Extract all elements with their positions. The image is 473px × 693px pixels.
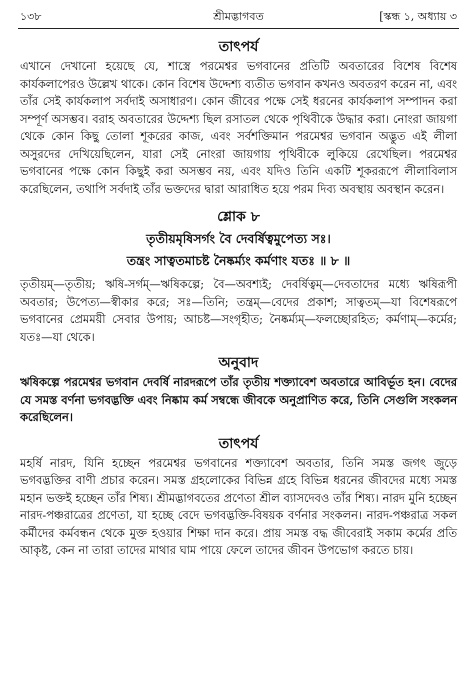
purport-heading: তাৎপর্য [218,39,259,55]
page-number: ১৩৮ [20,10,42,23]
verse-line-2: তন্ত্রং সাত্বতমাচষ্ট নৈষ্কর্ম্যং কর্মণাং যতঃ ॥ ৮ ॥ [126,253,351,268]
purport-text-2: মহর্ষি নারদ, যিনি হচ্ছেন পরমেশ্বর ভগবানের শক্ত্যাবেশ অবতার, তিনি সমস্ত জগৎ জুড়ে ভগবদ্ভক্তির বাণী প্রচার করেন। সমস্ত গ্রহলোকের বিভিন্ন গ্রহে বিভিন্ন ধরনের জীবদের মধ্যে সমস্ত মহান ভক্তই হচ্ছেন তাঁর শিষ্য। শ্রীমদ্ভাগবতের প্রণেতা শ্রীল ব্যাসদেবও তাঁর শিষ্য। নারদ মুনি হচ্ছেন নারদ-পঞ্চরাত্রের প্রণেতা, যা হচ্ছে বেদে ভগবদ্ভক্তি-বিষয়ক বর্ণনার সংকলন। নারদ-পঞ্চরাত্র সকল কর্মীদের কর্মবন্ধন থেকে মুক্ত হওয়ার শিক্ষা দান করে। প্রায় সমস্ত বদ্ধ জীবেরাই সকাম কর্মের প্রতি আকৃষ্ট, কেন না তারা তাদের মাথার ঘাম পায়ে ফেলে তাদের জীবন উপভোগ করতে চায়। [20,455,457,557]
verse-heading: শ্লোক ৮ [217,209,260,225]
verse-line-1: তৃতীয়মৃষিসর্গং বৈ দেবর্ষিত্বমুপেত্য সঃ। [146,231,331,246]
purport-heading-2: তাৎপর্য [218,435,259,452]
page-header [20,8,457,26]
translation-heading: অনুবাদ [218,355,259,371]
word-for-word-synonyms: তৃতীয়ম্—তৃতীয়; ঋষি-সর্গম্—ঋষিকল্পে; বৈ—অবশ্যই; দেবর্ষিত্বম্—দেবতাদের মধ্যে ঋষিরূপী অবতার; উপেত্য—স্বীকার করে; সঃ—তিনি; তন্ত্রম্—বেদের প্রকাশ; সাত্বতম্—যা বিশেষরূপে ভগবানের প্রেমময়ী সেবার উপায়; আচষ্ট—সংগৃহীত; নৈষ্কর্ম্যম্—ফলচ্ছোরহিত; কর্মণাম্—কর্মের; যতঃ—যা থেকে। [20,277,457,344]
translation-text: ঋষিকল্পে পরমেশ্বর ভগবান দেবর্ষি নারদরূপে তাঁর তৃতীয় শক্ত্যাবেশ অবতারে আবির্ভূত হন। বেদের যে সমস্ত বর্ণনা ভগবদ্ভক্তি এবং নিষ্কাম কর্ম সম্বন্ধে জীবকে অনুপ্রাণিত করে, তিনি সেগুলি সংকলন করেছিলেন। [20,375,457,424]
book-title: শ্রীমদ্ভাগবত [213,10,264,23]
purport-text: এখানে দেখানো হয়েছে যে, শাস্ত্রে পরমেশ্বর ভগবানের প্রতিটি অবতারের বিশেষ বিশেষ কার্যকলাপেরও উল্লেখ থাকে। কোন বিশেষ উদ্দেশ্য ব্যতীত ভগবান কখনও অবতরণ করেন না, এবং তাঁর সেই কার্যকলাপ সর্বদাই অসাধারণ। কোন জীবের পক্ষে সেই ধরনের কার্যকলাপ সম্পাদন করা সম্পূর্ণ অসম্ভব। বরাহ অবতারের উদ্দেশ্য ছিল রসাতল থেকে পৃথিবীকে উদ্ধার করা। নোংরা জায়গা থেকে কোন কিছু তোলা শূকরের কাজ, এবং সর্বশক্তিমান পরমেশ্বর ভগবান অদ্ভুত এই লীলা অসুরদের দেখিয়েছিলেন, যারা সেই নোংরা জায়গায় পৃথিবীকে লুকিয়ে রেখেছিল। পরমেশ্বর ভগবানের পক্ষে কোন কিছুই করা অসম্ভব নয়, এবং যদিও তিনি একটি শূকররূপে লীলাবিলাস করেছিলেন, তথাপি সর্বদাই তাঁর ভক্তদের দ্বারা আরাধিত হয়ে পরম দিব্য অবস্থায় অবস্থান করেন। [20,59,457,196]
page-body [20,36,457,560]
header-divider [18,28,459,29]
chapter-reference: [স্কন্ধ ১, অধ্যায় ৩ [379,10,457,23]
